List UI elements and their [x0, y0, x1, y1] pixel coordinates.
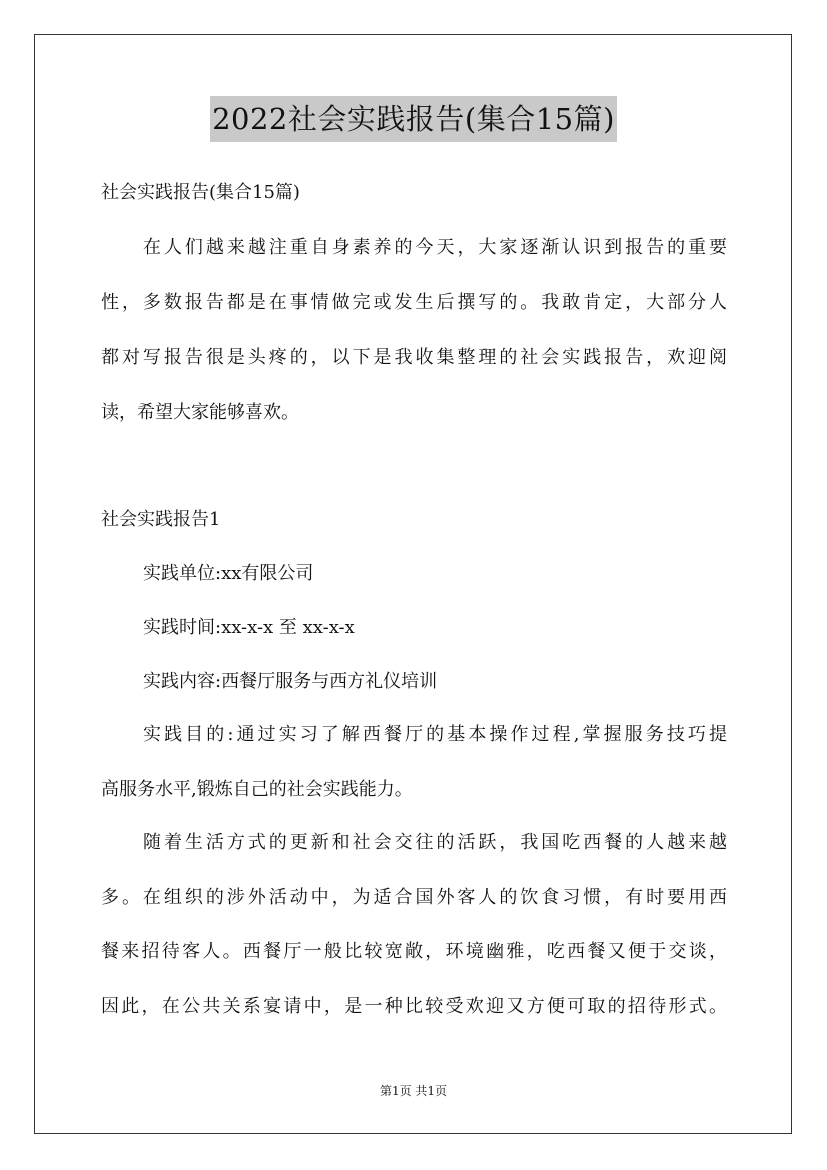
body-line-1: 随着生活方式的更新和社会交往的活跃，我国吃西餐的人越来越: [143, 832, 727, 853]
report-heading: 社会实践报告1: [101, 509, 221, 530]
practice-time: 实践时间:xx-x-x 至 xx-x-x: [143, 617, 355, 638]
practice-purpose-line-1: 实践目的:通过实习了解西餐厅的基本操作过程,掌握服务技巧提: [143, 724, 727, 745]
practice-unit: 实践单位:xx有限公司: [143, 563, 314, 584]
page-title: 2022社会实践报告(集合15篇): [210, 96, 617, 142]
page-footer: 第1页 共1页: [379, 1084, 448, 1098]
intro-line-3: 都对写报告很是头疼的，以下是我收集整理的社会实践报告，欢迎阅: [101, 347, 727, 368]
title-container: [0, 96, 827, 142]
document-subtitle: 社会实践报告(集合15篇): [101, 182, 300, 203]
intro-line-4: 读，希望大家能够喜欢。: [101, 402, 299, 423]
body-line-2: 多。在组织的涉外活动中，为适合国外客人的饮食习惯，有时要用西: [101, 887, 727, 908]
intro-line-2: 性，多数报告都是在事情做完或发生后撰写的。我敢肯定，大部分人: [101, 292, 727, 313]
body-line-4: 因此，在公共关系宴请中，是一种比较受欢迎又方便可取的招待形式。: [101, 996, 727, 1017]
practice-purpose-line-2: 高服务水平,锻炼自己的社会实践能力。: [101, 779, 413, 800]
practice-content: 实践内容:西餐厅服务与西方礼仪培训: [143, 671, 438, 692]
intro-line-1: 在人们越来越注重自身素养的今天，大家逐渐认识到报告的重要: [143, 237, 727, 258]
body-line-3: 餐来招待客人。西餐厅一般比较宽敞，环境幽雅，吃西餐又便于交谈，: [101, 941, 727, 962]
